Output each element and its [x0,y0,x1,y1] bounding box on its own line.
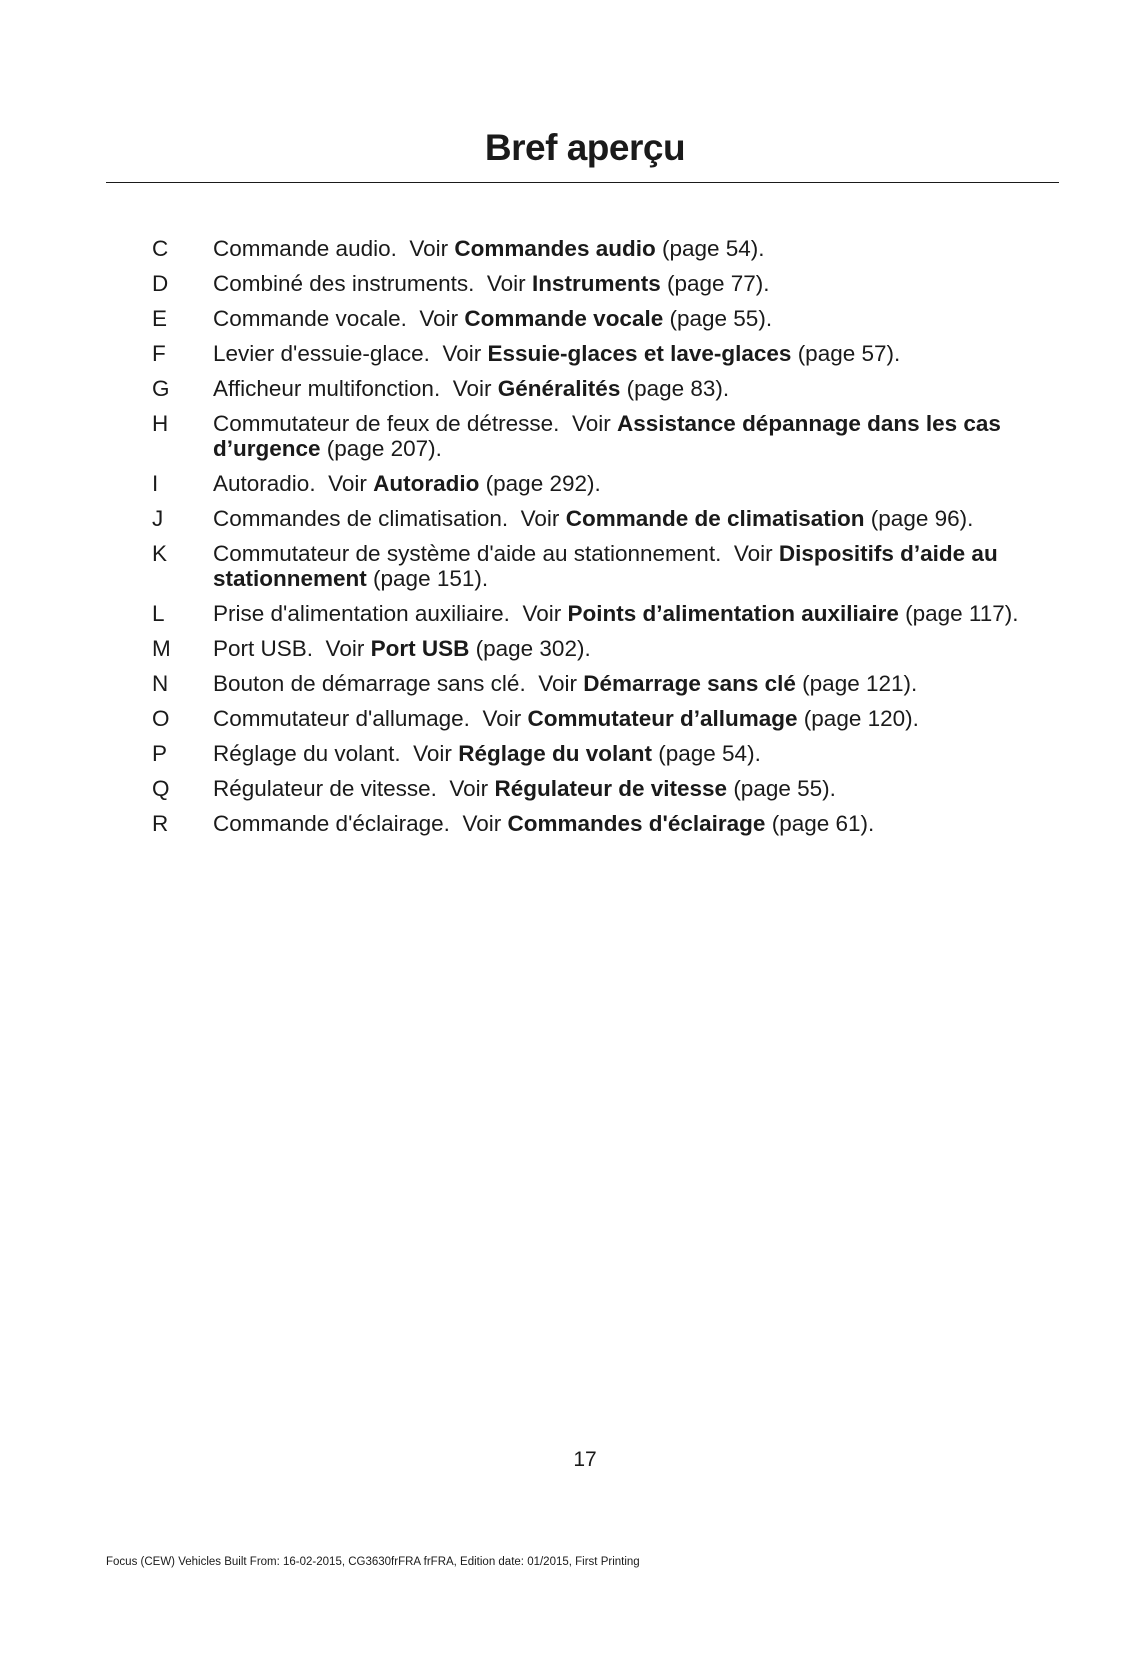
legend-item [0,636,1055,661]
legend-description: Commutateur de système d'aide au stationnement. [213,541,722,566]
voir-label: Voir [452,376,492,401]
legend-item [0,741,1055,766]
legend-item [0,506,1055,531]
cross-reference-link[interactable]: Commandes audio [454,236,656,261]
voir-label: Voir [571,411,611,436]
page-reference: (page 292). [485,471,601,496]
page-reference: (page 61). [771,811,875,836]
cross-reference-link[interactable]: Autoradio [373,471,480,496]
legend-description: Port USB. [213,636,314,661]
legend-item [0,811,1055,836]
voir-label: Voir [409,236,449,261]
cross-reference-link[interactable]: Généralités [497,376,621,401]
page-reference: (page 55). [669,306,773,331]
title-divider [106,182,1059,183]
cross-reference-link[interactable]: Démarrage sans clé [583,671,796,696]
legend-item [0,306,1055,331]
legend-item [0,411,1055,461]
legend-letter: E [152,306,168,331]
component-legend-list [0,236,1142,846]
legend-letter: I [152,471,159,496]
cross-reference-link[interactable]: Instruments [531,271,661,296]
legend-description: Commande vocale. [213,306,407,331]
page-reference: (page 96). [870,506,974,531]
legend-item [0,236,1055,261]
page-reference: (page 121). [802,671,918,696]
page-reference: (page 83). [626,376,730,401]
legend-description: Commande d'éclairage. [213,811,450,836]
legend-description: Levier d'essuie-glace. [213,341,430,366]
voir-label: Voir [486,271,526,296]
legend-letter: M [152,636,171,661]
page-reference: (page 302). [475,636,591,661]
legend-item [0,601,1055,626]
voir-label: Voir [482,706,522,731]
voir-label: Voir [419,306,459,331]
cross-reference-link[interactable]: Commande vocale [464,306,664,331]
legend-letter: D [152,271,169,296]
voir-label: Voir [325,636,365,661]
cross-reference-link[interactable]: Port USB [370,636,470,661]
legend-description: Afficheur multifonction. [213,376,441,401]
legend-item [0,706,1055,731]
legend-item [0,271,1055,296]
voir-label: Voir [328,471,367,496]
voir-label: Voir [522,601,562,626]
legend-letter: Q [152,776,170,801]
voir-label: Voir [442,341,482,366]
legend-item [0,776,1055,801]
legend-description: Commande audio. [213,236,397,261]
voir-label: Voir [520,506,560,531]
cross-reference-link[interactable]: Essuie-glaces et lave-glaces [487,341,792,366]
cross-reference-link[interactable]: Dispositifs d’aide au stationnement [213,541,998,591]
legend-description: Autoradio. [213,471,316,496]
legend-letter: H [152,411,169,436]
legend-letter: F [152,341,166,366]
legend-letter: G [152,376,170,401]
page-number: 17 [573,1448,597,1471]
voir-label: Voir [449,776,489,801]
cross-reference-link[interactable]: Commutateur d’allumage [527,706,798,731]
page-reference: (page 117). [905,601,1019,626]
legend-item [0,341,1055,366]
page-reference: (page 55). [733,776,836,801]
legend-description: Combiné des instruments. [213,271,475,296]
legend-letter: K [152,541,168,566]
legend-item [0,671,1055,696]
legend-description: Régulateur de vitesse. [213,776,437,801]
cross-reference-link[interactable]: Commande de climatisation [565,506,865,531]
legend-letter: P [152,741,168,766]
page-title: Bref aperçu [484,127,686,168]
voir-label: Voir [733,541,773,566]
legend-description: Réglage du volant. [213,741,401,766]
legend-letter: O [152,706,170,731]
cross-reference-link[interactable]: Points d’alimentation auxiliaire [567,601,899,626]
voir-label: Voir [538,671,577,696]
legend-letter: C [152,236,169,261]
legend-letter: J [152,506,164,531]
legend-letter: L [152,601,165,626]
page-reference: (page 54). [661,236,765,261]
legend-item [0,376,1055,401]
legend-description: Commutateur d'allumage. [213,706,470,731]
page-reference: (page 57). [797,341,901,366]
cross-reference-link[interactable]: Commandes d'éclairage [507,811,766,836]
cross-reference-link[interactable]: Régulateur de vitesse [494,776,728,801]
cross-reference-link[interactable]: Réglage du volant [458,741,652,766]
page-reference: (page 151). [373,566,489,591]
voir-label: Voir [413,741,452,766]
page-reference: (page 120). [803,706,919,731]
legend-letter: N [152,671,169,696]
legend-letter: R [152,811,169,836]
legend-item [0,541,1055,591]
cross-reference-link[interactable]: Assistance dépannage dans les cas d’urgence [213,411,1001,461]
page-reference: (page 77). [666,271,770,296]
legend-description: Commutateur de feux de détresse. [213,411,560,436]
document-footer: Focus (CEW) Vehicles Built From: 16-02-2015, CG3630frFRA frFRA, Edition date: 01/2015, First Printing [106,1556,640,1568]
page-reference: (page 54). [658,741,761,766]
legend-description: Bouton de démarrage sans clé. [213,671,526,696]
legend-item [0,471,1055,496]
legend-description: Commandes de climatisation. [213,506,509,531]
legend-description: Prise d'alimentation auxiliaire. [213,601,510,626]
voir-label: Voir [462,811,502,836]
page-reference: (page 207). [326,436,442,461]
